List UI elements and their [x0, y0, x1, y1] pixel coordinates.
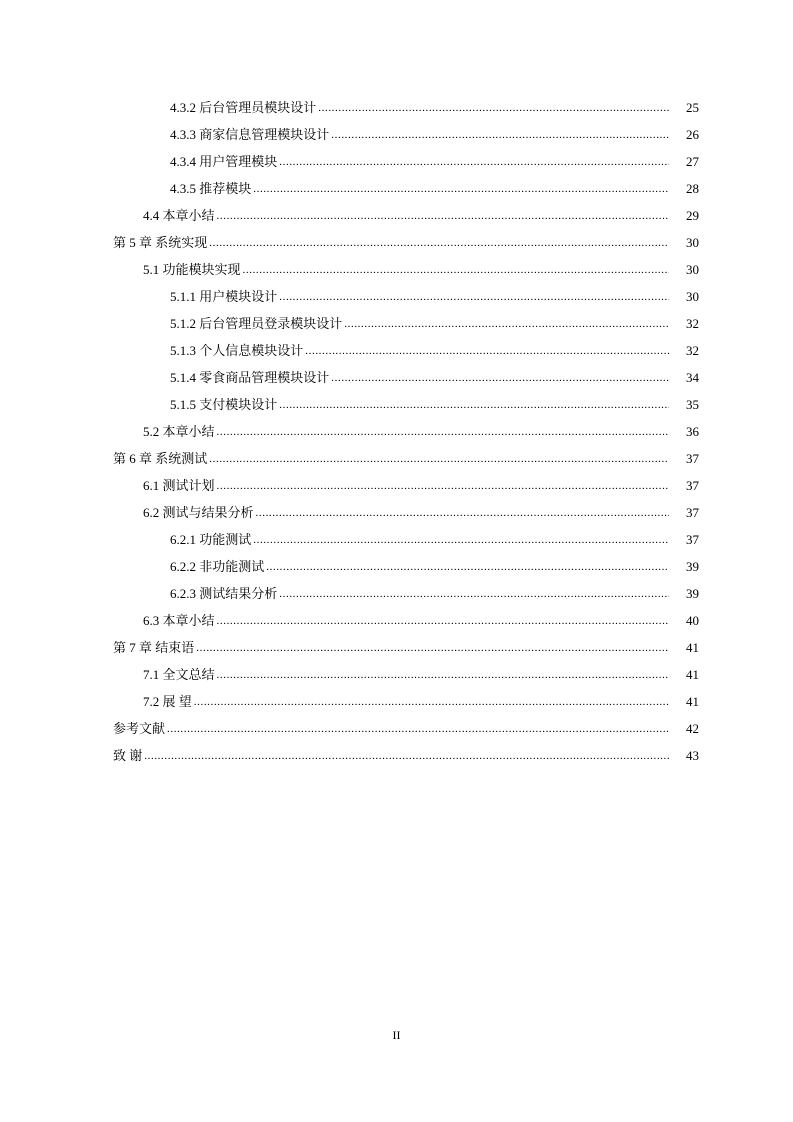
dot-leader — [167, 722, 669, 735]
dot-leader — [279, 587, 669, 600]
toc-entry[interactable] — [0, 553, 793, 580]
toc-entry[interactable] — [0, 364, 793, 391]
toc-entry[interactable] — [0, 391, 793, 418]
toc-entry-label: 7.2 展 望 — [143, 694, 192, 709]
toc-entry-page-number: 40 — [686, 613, 699, 628]
toc-entry[interactable] — [0, 283, 793, 310]
toc-entry-page-number: 30 — [686, 235, 699, 250]
toc-entry[interactable] — [0, 526, 793, 553]
toc-entry-label: 致 谢 — [113, 748, 143, 763]
toc-entry-label: 第 5 章 系统实现 — [113, 235, 208, 250]
dot-leader — [217, 425, 669, 438]
toc-entry[interactable] — [0, 445, 793, 472]
toc-entry-page-number: 41 — [686, 667, 699, 682]
toc-entry[interactable] — [0, 310, 793, 337]
toc-entry-page-number: 37 — [686, 505, 699, 520]
toc-entry[interactable] — [0, 256, 793, 283]
toc-entry[interactable] — [0, 499, 793, 526]
dot-leader — [209, 452, 669, 465]
dot-leader — [266, 560, 669, 573]
toc-entry-label: 第 6 章 系统测试 — [113, 451, 208, 466]
dot-leader — [194, 695, 669, 708]
toc-entry[interactable] — [0, 472, 793, 499]
toc-entry-page-number: 39 — [686, 559, 699, 574]
toc-entry-label: 4.3.5 推荐模块 — [170, 181, 252, 196]
toc-entry-page-number: 30 — [686, 289, 699, 304]
toc-entry-page-number: 30 — [686, 262, 699, 277]
toc-entry-page-number: 35 — [686, 397, 699, 412]
toc-entry[interactable] — [0, 418, 793, 445]
toc-entry-page-number: 42 — [686, 721, 699, 736]
page-number-footer: II — [392, 1028, 401, 1042]
dot-leader — [253, 182, 669, 195]
toc-entry-page-number: 36 — [686, 424, 699, 439]
dot-leader — [279, 398, 669, 411]
dot-leader — [253, 533, 669, 546]
toc-entry-label: 参考文献 — [113, 721, 166, 736]
dot-leader — [217, 668, 669, 681]
toc-entry-page-number: 41 — [686, 694, 699, 709]
toc-entry[interactable] — [0, 202, 793, 229]
toc-entry-label: 5.1.1 用户模块设计 — [170, 289, 278, 304]
toc-entry-label: 5.1.3 个人信息模块设计 — [170, 343, 304, 358]
dot-leader — [331, 371, 669, 384]
dot-leader — [217, 209, 669, 222]
toc-entry-page-number: 37 — [686, 478, 699, 493]
toc-entry-page-number: 37 — [686, 532, 699, 547]
toc-entry[interactable] — [0, 175, 793, 202]
toc-entry[interactable] — [0, 229, 793, 256]
toc-entry-label: 6.2 测试与结果分析 — [143, 505, 254, 520]
toc-entry-label: 5.1.2 后台管理员登录模块设计 — [170, 316, 343, 331]
toc-entry-label: 5.1.5 支付模块设计 — [170, 397, 278, 412]
toc-entry-page-number: 34 — [686, 370, 699, 385]
dot-leader — [279, 155, 669, 168]
toc-entry-label: 4.4 本章小结 — [143, 208, 215, 223]
dot-leader — [331, 128, 669, 141]
toc-entry-label: 4.3.2 后台管理员模块设计 — [170, 100, 317, 115]
toc-entry-label: 6.1 测试计划 — [143, 478, 215, 493]
toc-entry-page-number: 37 — [686, 451, 699, 466]
toc-entry-page-number: 32 — [686, 316, 699, 331]
toc-entry[interactable] — [0, 715, 793, 742]
toc-entry[interactable] — [0, 148, 793, 175]
toc-entry[interactable] — [0, 94, 793, 121]
toc-entry-label: 第 7 章 结束语 — [113, 640, 195, 655]
toc-entry[interactable] — [0, 337, 793, 364]
toc-entry-page-number: 28 — [686, 181, 699, 196]
dot-leader — [209, 236, 669, 249]
toc-entry[interactable] — [0, 742, 793, 769]
toc-entry-page-number: 27 — [686, 154, 699, 169]
toc-entry[interactable] — [0, 580, 793, 607]
toc-entry-page-number: 41 — [686, 640, 699, 655]
dot-leader — [318, 101, 669, 114]
dot-leader — [344, 317, 669, 330]
toc-entry-label: 5.1.4 零食商品管理模块设计 — [170, 370, 330, 385]
toc-entry-page-number: 39 — [686, 586, 699, 601]
toc-entry-label: 6.3 本章小结 — [143, 613, 215, 628]
toc-entry[interactable] — [0, 634, 793, 661]
toc-entry-page-number: 25 — [686, 100, 699, 115]
table-of-contents — [0, 94, 793, 769]
toc-entry-label: 4.3.4 用户管理模块 — [170, 154, 278, 169]
toc-entry-page-number: 32 — [686, 343, 699, 358]
toc-entry-label: 6.2.3 测试结果分析 — [170, 586, 278, 601]
toc-entry-label: 6.2.2 非功能测试 — [170, 559, 265, 574]
dot-leader — [256, 506, 669, 519]
toc-entry-page-number: 29 — [686, 208, 699, 223]
dot-leader — [196, 641, 669, 654]
dot-leader — [144, 749, 669, 762]
dot-leader — [243, 263, 669, 276]
toc-entry-page-number: 26 — [686, 127, 699, 142]
toc-entry[interactable] — [0, 661, 793, 688]
toc-entry-label: 7.1 全文总结 — [143, 667, 215, 682]
dot-leader — [217, 614, 669, 627]
toc-entry-label: 4.3.3 商家信息管理模块设计 — [170, 127, 330, 142]
toc-entry-page-number: 43 — [686, 748, 699, 763]
toc-entry[interactable] — [0, 607, 793, 634]
dot-leader — [279, 290, 669, 303]
dot-leader — [305, 344, 669, 357]
toc-entry-label: 6.2.1 功能测试 — [170, 532, 252, 547]
toc-entry-label: 5.1 功能模块实现 — [143, 262, 241, 277]
toc-entry[interactable] — [0, 121, 793, 148]
toc-entry-label: 5.2 本章小结 — [143, 424, 215, 439]
dot-leader — [217, 479, 669, 492]
toc-entry[interactable] — [0, 688, 793, 715]
